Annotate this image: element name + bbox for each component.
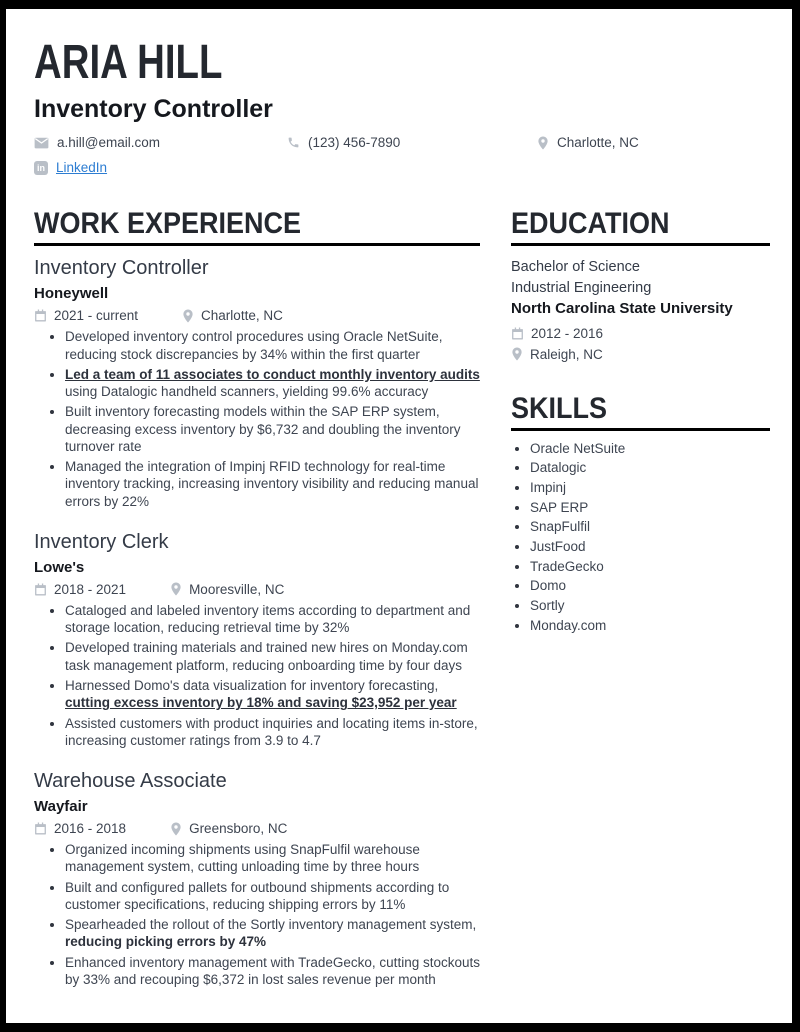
job-bullets xyxy=(34,602,480,749)
skill-item: • SnapFulfil xyxy=(530,520,770,534)
job-location xyxy=(170,821,287,836)
work-experience-section xyxy=(34,209,480,988)
education-dates-text: 2012 - 2016 xyxy=(531,325,604,341)
job-bullet xyxy=(65,366,480,401)
phone-text: (123) 456-7890 xyxy=(308,135,401,151)
bullet-emphasis-text: cutting excess inventory by 18% and saving $23,952 per year xyxy=(65,695,457,711)
job-company: Honeywell xyxy=(34,285,109,303)
calendar-icon xyxy=(34,583,47,596)
skill-item: • JustFood xyxy=(530,540,770,554)
job-bullet xyxy=(65,715,480,750)
job-bullet xyxy=(65,879,480,914)
job-location-text: Charlotte, NC xyxy=(201,308,283,324)
calendar-icon xyxy=(34,822,47,835)
bullet-text: Developed training materials and trained new hires on Monday.com task management platform, reducing onboarding time by four days xyxy=(65,640,468,673)
job-location-text: Mooresville, NC xyxy=(189,581,285,597)
bullet-text: Spearheaded the rollout of the Sortly inventory management system, xyxy=(65,917,477,933)
left-column xyxy=(34,209,480,1009)
job-dates xyxy=(34,308,138,323)
education-field: Industrial Engineering xyxy=(511,279,652,296)
person-job-title: Inventory Controller xyxy=(34,95,273,123)
job-bullet xyxy=(65,639,480,674)
job-bullet xyxy=(65,841,480,876)
job-dates xyxy=(34,821,126,836)
right-column xyxy=(511,209,770,1009)
education-location xyxy=(511,347,770,362)
job-location xyxy=(170,582,284,597)
skill-item: • Monday.com xyxy=(530,619,770,633)
education-section xyxy=(511,209,770,361)
body-columns xyxy=(34,209,770,1009)
skill-item: • TradeGecko xyxy=(530,560,770,574)
skill-item: • SAP ERP xyxy=(530,501,770,515)
work-experience-heading: WORK EXPERIENCE xyxy=(34,209,480,246)
linkedin-link[interactable]: LinkedIn xyxy=(56,160,108,176)
education-heading: EDUCATION xyxy=(511,209,770,246)
job-entry xyxy=(34,770,480,988)
bullet-text: Built inventory forecasting models within the SAP ERP system, decreasing excess inventory by $6,732 and doubling the inventory turnover rate xyxy=(65,404,461,454)
job-company: Lowe's xyxy=(34,558,85,576)
skill-item: • Domo xyxy=(530,579,770,593)
education-degree: Bachelor of Science xyxy=(511,259,640,276)
map-pin-icon xyxy=(170,582,182,596)
job-dates-text: 2016 - 2018 xyxy=(54,821,127,837)
skills-section xyxy=(511,391,770,633)
education-school: North Carolina State University xyxy=(511,299,733,317)
map-pin-icon xyxy=(182,309,194,323)
contact-row xyxy=(34,135,770,175)
skill-item: • Impinj xyxy=(530,481,770,495)
bullet-text: Harnessed Domo's data visualization for inventory forecasting, xyxy=(65,677,439,693)
bullet-text: Assisted customers with product inquiries and locating items in-store, increasing customer ratings from 3.9 to 4.7 xyxy=(65,715,478,748)
bullet-text: Organized incoming shipments using SnapFulfil warehouse management system, cutting unloading time by three hours xyxy=(65,842,420,875)
bullet-text: Enhanced inventory management with TradeGecko, cutting stockouts by 33% and recouping $6,372 in lost sales revenue per month xyxy=(65,954,480,987)
job-dates xyxy=(34,582,126,597)
job-bullet xyxy=(65,602,480,637)
job-entry-title: Inventory Clerk xyxy=(34,530,169,553)
contact-email xyxy=(34,135,287,150)
calendar-icon xyxy=(34,309,47,322)
map-pin-icon xyxy=(511,347,523,361)
job-meta xyxy=(34,821,480,836)
email-text: a.hill@email.com xyxy=(57,135,160,151)
skills-heading: SKILLS xyxy=(511,394,770,431)
contact-phone xyxy=(287,135,537,150)
map-pin-icon xyxy=(170,822,182,836)
bullet-text: Managed the integration of Impinj RFID technology for real-time inventory tracking, increasing inventory visibility and reducing manual errors by 22% xyxy=(65,459,479,509)
skill-item: • Datalogic xyxy=(530,461,770,475)
resume-header xyxy=(34,36,770,176)
job-meta xyxy=(34,582,480,597)
job-bullet xyxy=(65,916,480,951)
envelope-icon xyxy=(34,137,49,149)
job-bullets xyxy=(34,328,480,510)
phone-icon xyxy=(287,136,300,149)
skill-item: • Sortly xyxy=(530,599,770,613)
linkedin-icon: in xyxy=(34,161,48,175)
job-entry xyxy=(34,531,480,749)
calendar-icon xyxy=(511,327,524,340)
location-text: Charlotte, NC xyxy=(557,135,639,151)
skills-list xyxy=(511,442,770,633)
job-bullet xyxy=(65,954,480,989)
contact-location xyxy=(537,135,770,150)
job-bullet xyxy=(65,403,480,455)
bullet-text: using Datalogic handheld scanners, yielding 99.6% accuracy xyxy=(65,384,429,400)
bullet-emphasis-text: reducing picking errors by 47% xyxy=(65,934,267,950)
jobs-list xyxy=(34,257,480,988)
job-dates-text: 2021 - current xyxy=(54,308,139,324)
job-entry xyxy=(34,257,480,510)
bullet-text: Developed inventory control procedures using Oracle NetSuite, reducing stock discrepancies by 34% within the first quarter xyxy=(65,329,443,362)
person-name: ARIA HILL xyxy=(34,36,223,89)
bullet-text: Cataloged and labeled inventory items according to department and storage location, reducing retrieval time by 32% xyxy=(65,602,471,636)
job-bullet xyxy=(65,328,480,363)
contact-linkedin xyxy=(34,160,770,175)
education-location-text: Raleigh, NC xyxy=(530,346,603,362)
job-dates-text: 2018 - 2021 xyxy=(54,581,127,597)
job-meta xyxy=(34,308,480,323)
bullet-text: Built and configured pallets for outbound shipments according to customer specifications, reducing shipping errors by 11% xyxy=(65,879,450,912)
job-entry-title: Inventory Controller xyxy=(34,257,209,280)
job-bullets xyxy=(34,841,480,988)
job-bullet xyxy=(65,458,480,510)
job-location xyxy=(182,308,283,323)
bullet-emphasis-text: Led a team of 11 associates to conduct monthly inventory audits xyxy=(65,366,480,382)
job-location-text: Greensboro, NC xyxy=(189,821,288,837)
job-entry-title: Warehouse Associate xyxy=(34,770,227,793)
education-dates xyxy=(511,326,770,341)
map-pin-icon xyxy=(537,136,549,150)
job-company: Wayfair xyxy=(34,798,88,816)
skill-item: • Oracle NetSuite xyxy=(530,442,770,456)
job-bullet xyxy=(65,677,480,712)
